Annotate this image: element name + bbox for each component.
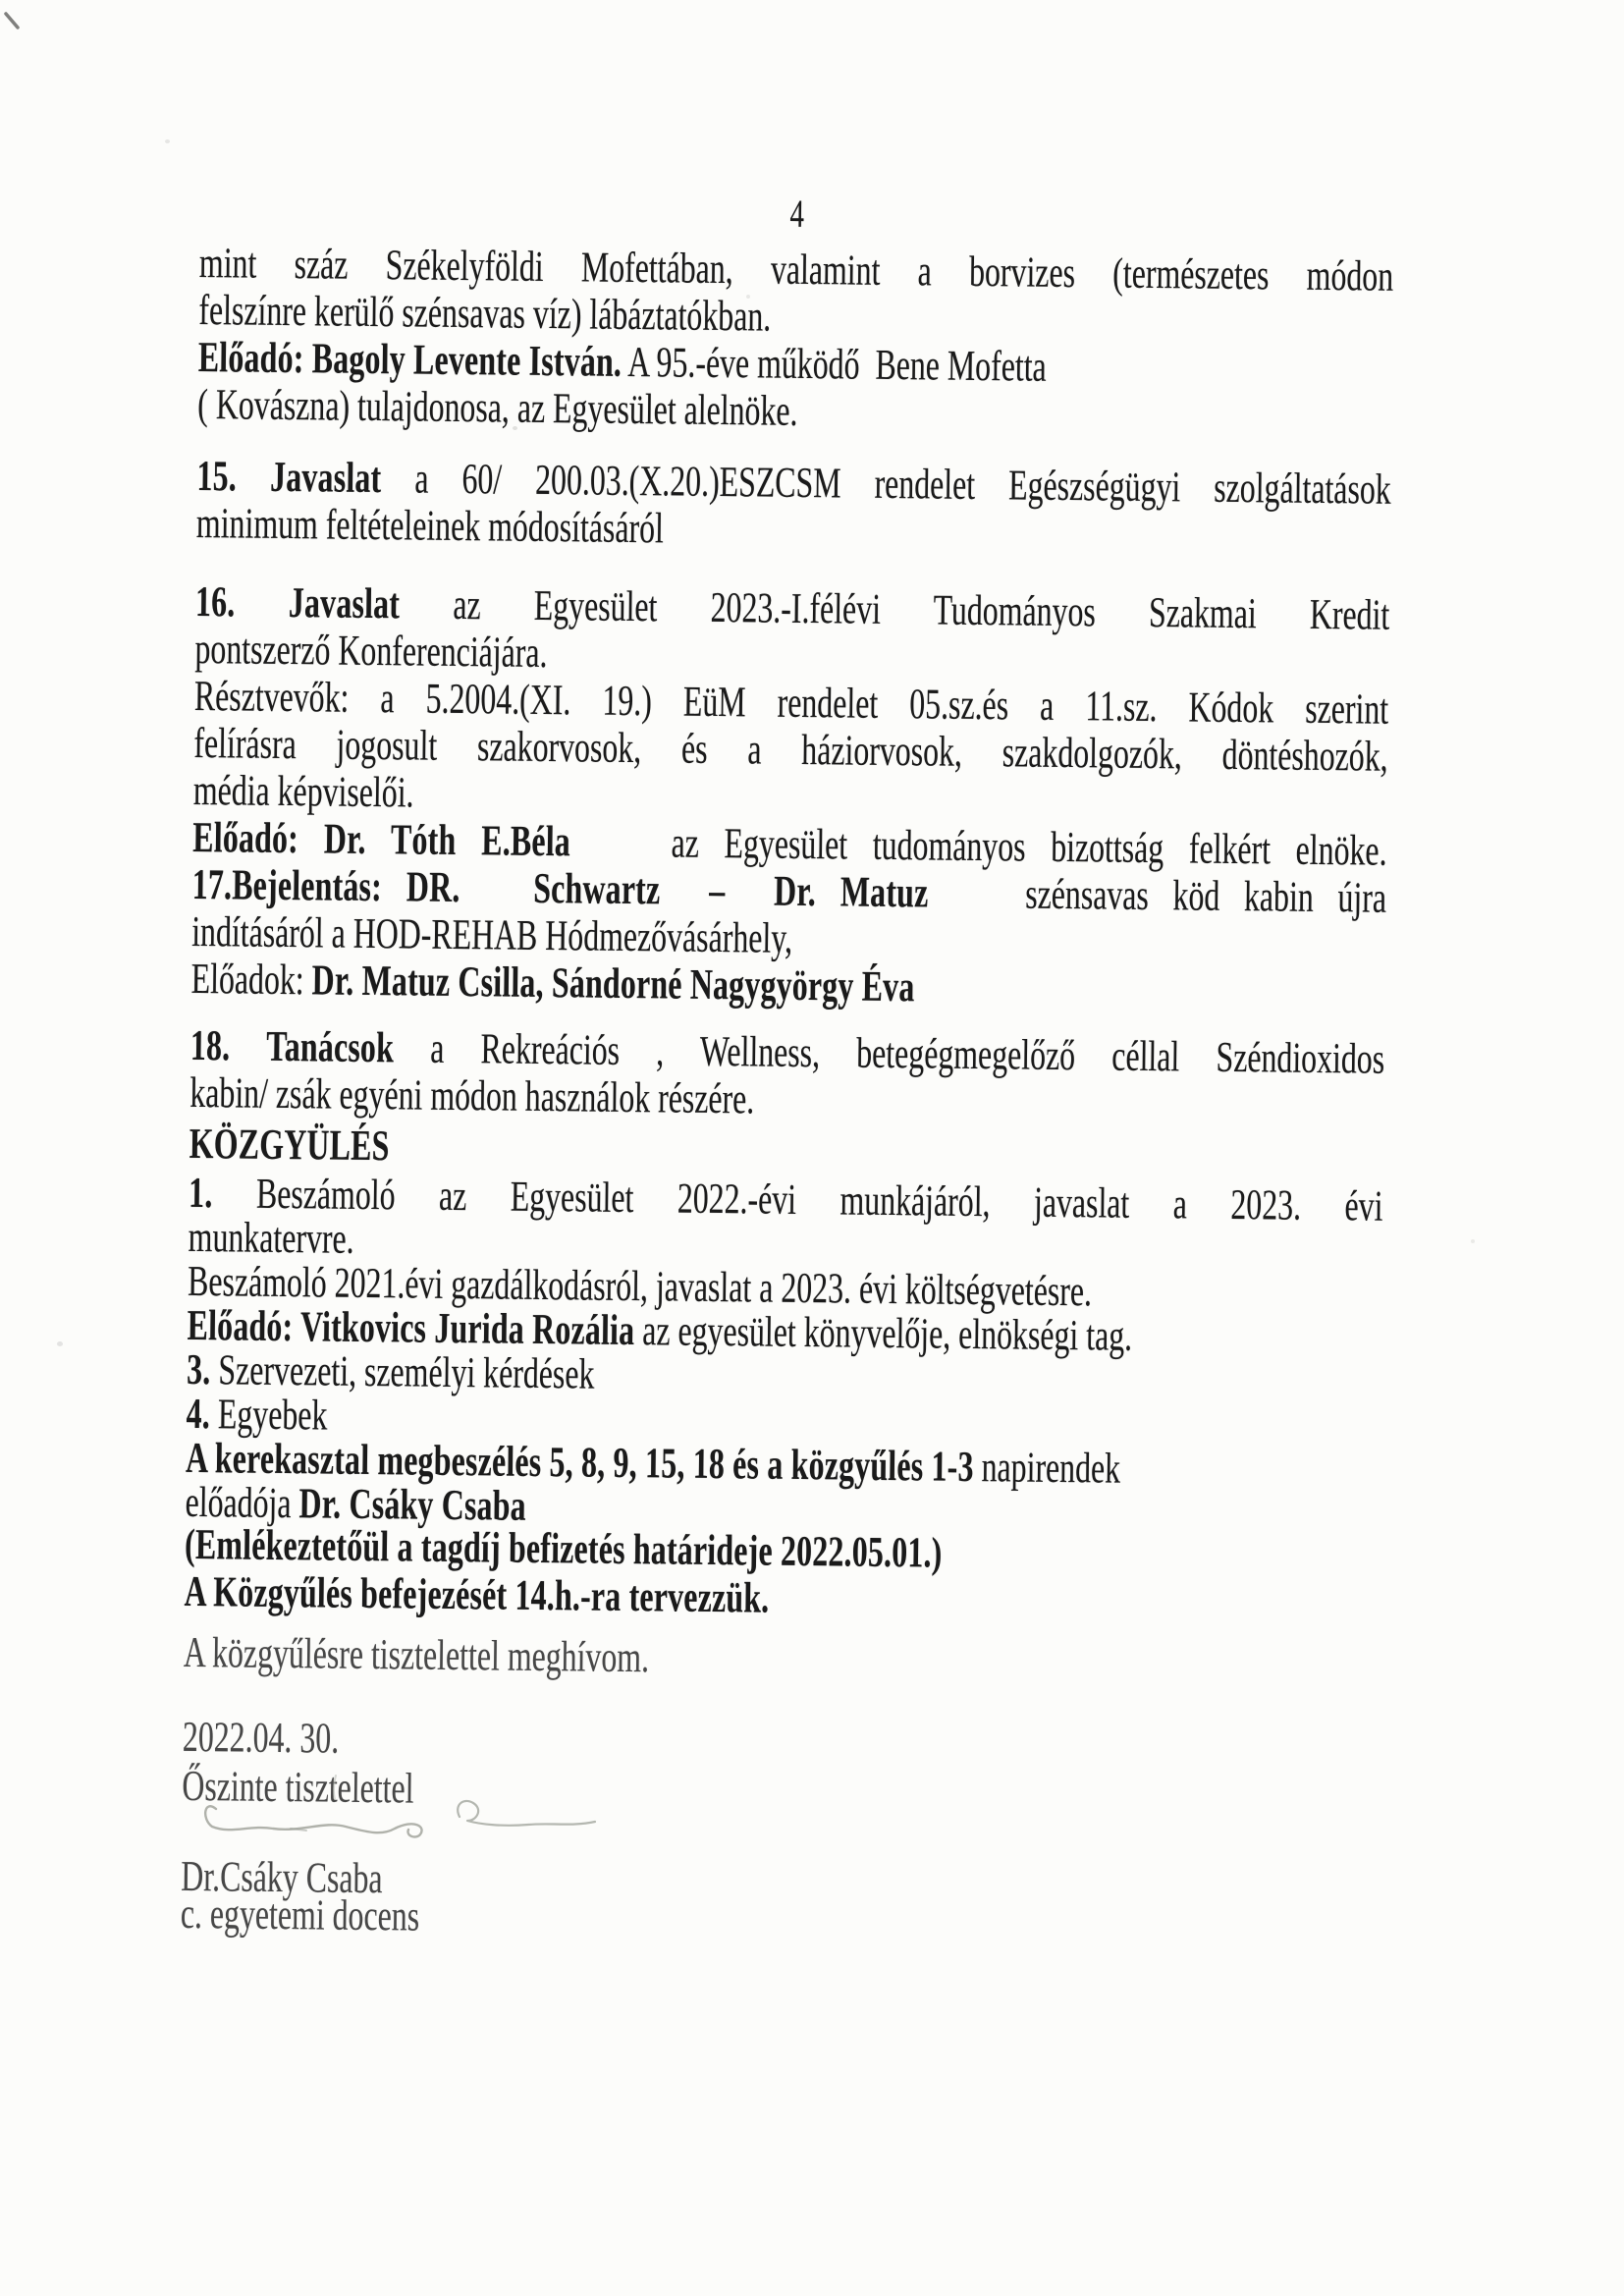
text-segment: 3. — [186, 1344, 211, 1394]
text-segment: indításáról a HOD-REHAB Hódmezővásárhely, — [190, 906, 793, 962]
text-segment: A kerekasztal megbeszélés 5, 8, 9, 15, 18 és a közgyűlés 1-3 — [185, 1433, 974, 1492]
document-body — [176, 0, 1396, 2296]
text-segment: az Egyesület 2023.-I.félévi Tudományos Szakmai Kredit — [399, 579, 1390, 639]
text-segment: Beszámoló az Egyesület 2022.-évi munkájáról, javaslat a 2023. évi — [212, 1169, 1383, 1230]
text-segment: A 95.-éve működő Bene Mofetta — [621, 337, 1048, 391]
text-segment: az Egyesület tudományos bizottság felkért elnöke. — [569, 817, 1387, 875]
scan-speck — [513, 426, 517, 430]
text-segment: Őszinte tisztelettel — [182, 1761, 414, 1813]
text-segment: 16. Javaslat — [194, 576, 401, 629]
text-segment: az egyesület könyvelője, elnökségi tag. — [634, 1306, 1133, 1360]
text-segment: 17.Bejelentás: DR. Schwartz – Dr. Matuz — [191, 859, 929, 917]
text-segment: a Rekreációs , Wellness, betegégmegelőző céllal Széndioxidos — [393, 1023, 1385, 1083]
text-segment: A közgyűlésre tisztelettel meghívom. — [183, 1627, 650, 1682]
text-segment: 4 — [789, 191, 805, 236]
text-segment: ( Kovászna) tulajdonosa, az Egyesület alelnöke. — [197, 379, 798, 435]
text-segment: (Emlékeztetőül a tagdíj befizetés határideje 2022.05.01.) — [184, 1519, 943, 1577]
text-segment: minimum feltételeinek módosításáról — [195, 498, 665, 553]
text-segment: Dr. Matuz Csilla, Sándorné Nagygyörgy Éva — [311, 956, 915, 1011]
text-segment: 15. Javaslat — [196, 451, 382, 503]
text-segment: Egyebek — [209, 1390, 328, 1440]
scan-speck — [57, 1341, 63, 1346]
text-segment: pontszerző Konferenciájára. — [194, 624, 548, 678]
scan-speck — [746, 295, 750, 299]
text-segment: munkatervre. — [188, 1212, 354, 1263]
text-segment: mint száz Székelyföldi Mofettában, valamint a borvizes (természetes módon — [198, 238, 1394, 301]
text-segment: 4. — [186, 1389, 211, 1439]
text-segment: felszínre kerülő szénsavas víz) lábáztatókban. — [198, 285, 772, 341]
text-segment: felírásra jogosult szakorvosok, és a háziorvosok, szakdolgozók, döntéshozók, — [193, 718, 1388, 781]
text-segment: A Közgyűlés befejezését 14.h.-ra tervezzük. — [184, 1566, 770, 1622]
scan-speck — [1471, 1239, 1475, 1243]
text-segment: szénsavas köd kabin újra — [928, 868, 1387, 922]
text-segment: Beszámoló 2021.évi gazdálkodásról, javaslat a 2023. évi költségvetésre. — [187, 1256, 1093, 1316]
text-segment: 1. — [188, 1168, 213, 1218]
text-segment: Előadó: Dr. Tóth E.Béla — [192, 812, 571, 866]
text-segment: KÖZGYÜLÉS — [189, 1119, 390, 1171]
page-number — [199, 183, 1394, 245]
text-segment: a 60/ 200.03.(X.20.)ESZCSM rendelet Egészségügyi szolgáltatások — [381, 454, 1392, 514]
text-segment: Dr.Csáky Csaba — [181, 1851, 383, 1903]
scan-corner-mark — [2, 6, 27, 35]
text-segment: c. egyetemi docens — [180, 1888, 420, 1941]
text-segment: 18. Tanácsok — [189, 1020, 395, 1072]
text-segment: Dr. Csáky Csaba — [298, 1479, 527, 1530]
text-segment: napirendek — [973, 1443, 1121, 1493]
scan-speck — [165, 139, 170, 143]
text-segment: 2022.04. 30. — [182, 1712, 340, 1763]
text-segment: Előadok: — [190, 954, 312, 1005]
handwritten-signature — [196, 1768, 619, 1861]
text-segment: média képviselői. — [192, 765, 414, 817]
text-segment: előadója — [185, 1477, 299, 1528]
text-segment: kabin/ zsák egyéni módon használok részére. — [189, 1067, 755, 1123]
text-segment: Előadó: Vitkovics Jurida Rozália — [187, 1300, 635, 1355]
text-segment: Szervezeti, személyi kérdések — [210, 1345, 595, 1398]
text-line — [184, 1628, 1379, 1690]
text-segment: Résztvevők: a 5.2004.(XI. 19.) EüM rendelet 05.sz.és a 11.sz. Kódok szerint — [193, 671, 1389, 734]
text-segment: Előadó: Bagoly Levente István. — [197, 332, 623, 386]
